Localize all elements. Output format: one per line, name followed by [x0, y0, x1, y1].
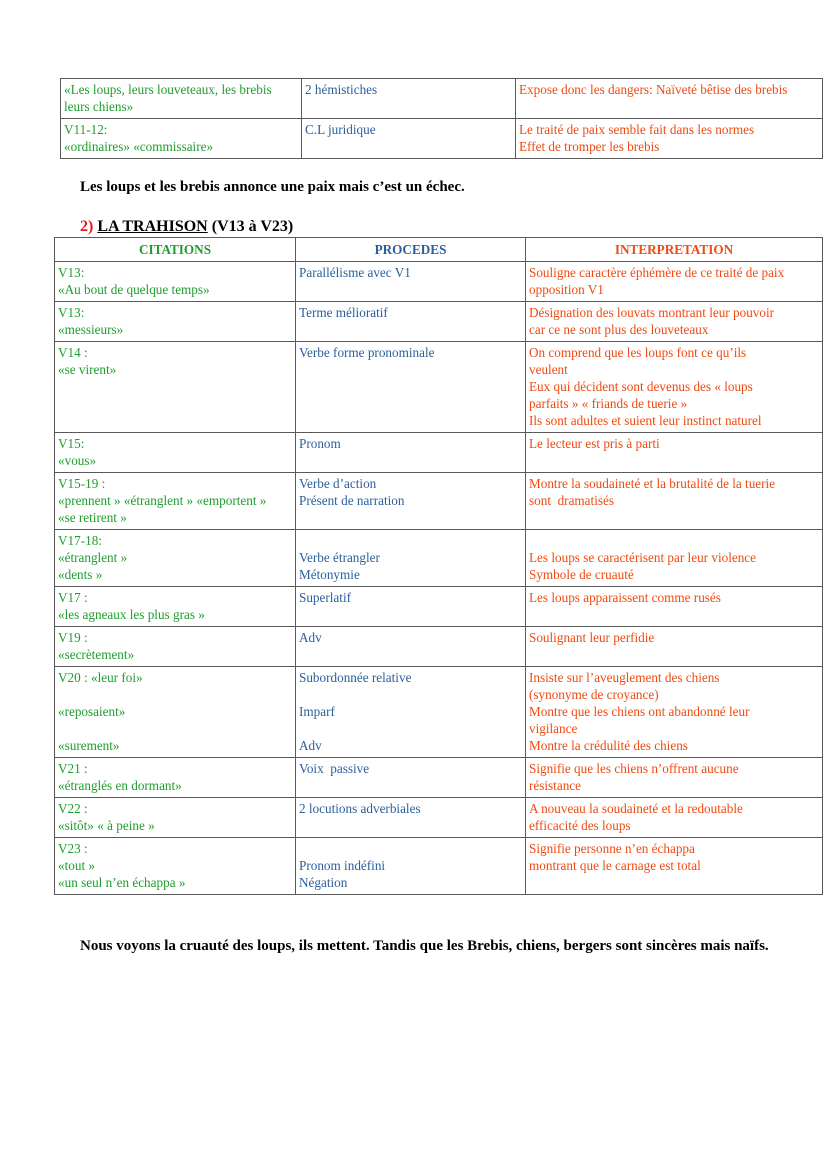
cell-line	[529, 532, 819, 549]
interpretation-cell	[526, 838, 823, 895]
cell-line: veulent	[529, 362, 568, 377]
cell-line: «les agneaux les plus gras »	[58, 607, 205, 622]
citation-cell	[55, 587, 296, 627]
header-citations: CITATIONS	[55, 238, 296, 262]
table-header-row	[55, 238, 823, 262]
section-number: 2)	[80, 218, 94, 235]
citation-cell	[61, 119, 302, 159]
cell-line: «Au bout de quelque temps»	[58, 282, 210, 297]
cell-line: Adv	[299, 630, 322, 645]
header-procedes: PROCEDES	[296, 238, 526, 262]
interpretation-cell	[526, 758, 823, 798]
cell-line: «dents »	[58, 567, 103, 582]
cell-line	[299, 720, 522, 737]
cell-line: «reposaient»	[58, 704, 126, 719]
cell-line: V19 :	[58, 630, 88, 645]
cell-line: A nouveau la soudaineté et la redoutable	[529, 801, 743, 816]
cell-line: Présent de narration	[299, 493, 405, 508]
cell-line: Pronom	[299, 436, 341, 451]
cell-line: Eux qui décident sont devenus des « loups	[529, 379, 753, 394]
procede-cell	[302, 119, 516, 159]
procede-cell	[296, 262, 526, 302]
interpretation-cell	[526, 667, 823, 758]
citation-cell	[55, 530, 296, 587]
header-interpretation: INTERPRETATION	[526, 238, 823, 262]
cell-line: «un seul n’en échappa »	[58, 875, 186, 890]
cell-line: V13:	[58, 265, 85, 280]
table-row	[55, 587, 823, 627]
procede-cell	[296, 473, 526, 530]
cell-line: V17-18:	[58, 533, 102, 548]
top-table	[60, 78, 823, 159]
procede-cell	[296, 627, 526, 667]
citation-cell	[55, 262, 296, 302]
cell-line: Verbe forme pronominale	[299, 345, 435, 360]
table-row	[55, 758, 823, 798]
cell-line: parfaits » « friands de tuerie »	[529, 396, 688, 411]
cell-line: Montre la soudaineté et la brutalité de la tuerie	[529, 476, 776, 491]
cell-line: Insiste sur l’aveuglement des chiens	[529, 670, 720, 685]
cell-line: V15-19 :	[58, 476, 106, 491]
cell-line: Métonymie	[299, 567, 360, 582]
cell-line: car ce ne sont plus des louveteaux	[529, 322, 709, 337]
table-row	[55, 667, 823, 758]
cell-line: «ordinaires» «commissaire»	[64, 139, 214, 154]
cell-line: C.L juridique	[305, 122, 376, 137]
cell-line: Effet de tromper les brebis	[519, 139, 660, 154]
cell-line: 2 locutions adverbiales	[299, 801, 421, 816]
section-heading	[80, 217, 293, 236]
cell-line: Le lecteur est pris à parti	[529, 436, 660, 451]
cell-line: Pronom indéfini	[299, 858, 386, 873]
cell-line	[299, 686, 522, 703]
cell-line: V22 :	[58, 801, 88, 816]
cell-line: résistance	[529, 778, 581, 793]
table-row	[55, 627, 823, 667]
cell-line: Expose donc les dangers: Naïveté bêtise des brebis	[519, 82, 788, 97]
cell-line: Verbe d’action	[299, 476, 377, 491]
table-row	[55, 798, 823, 838]
procede-cell	[296, 530, 526, 587]
cell-line: Ils sont adultes et suient leur instinct naturel	[529, 413, 762, 428]
table-row	[55, 433, 823, 473]
cell-line: leurs chiens»	[64, 99, 134, 114]
cell-line: Parallélisme avec V1	[299, 265, 411, 280]
cell-line: Désignation des louvats montrant leur pouvoir	[529, 305, 775, 320]
cell-line	[299, 840, 522, 857]
citation-cell	[55, 667, 296, 758]
citation-cell	[55, 838, 296, 895]
citation-cell	[55, 798, 296, 838]
citation-cell	[61, 79, 302, 119]
cell-line: 2 hémistiches	[305, 82, 378, 97]
cell-line: Signifie personne n’en échappa	[529, 841, 695, 856]
procede-cell	[296, 667, 526, 758]
interpretation-cell	[526, 302, 823, 342]
procede-cell	[296, 758, 526, 798]
cell-line: (synonyme de croyance)	[529, 687, 659, 702]
cell-line: V20 : «leur foi»	[58, 670, 143, 685]
analysis-table	[54, 237, 823, 895]
cell-line: efficacité des loups	[529, 818, 631, 833]
cell-line: vigilance	[529, 721, 578, 736]
cell-line: Adv	[299, 738, 322, 753]
procede-cell	[302, 79, 516, 119]
cell-line: Terme mélioratif	[299, 305, 388, 320]
conclusion-2: Nous voyons la cruauté des loups, ils mettent. Tandis que les Brebis, chiens, bergers sont sincères mais naïfs.	[80, 938, 769, 954]
cell-line: Imparf	[299, 704, 335, 719]
table-row	[55, 473, 823, 530]
cell-line: Souligne caractère éphémère de ce traité de paix	[529, 265, 785, 280]
table-row	[61, 119, 823, 159]
cell-line: V23 :	[58, 841, 88, 856]
table-row	[55, 838, 823, 895]
section-title: LA TRAHISON	[97, 218, 208, 235]
cell-line: V15:	[58, 436, 85, 451]
interpretation-cell	[526, 587, 823, 627]
cell-line: sont dramatisés	[529, 493, 614, 508]
cell-line: V14 :	[58, 345, 88, 360]
cell-line: «secrètement»	[58, 647, 135, 662]
cell-line: V21 :	[58, 761, 88, 776]
cell-line: Les loups apparaissent comme rusés	[529, 590, 721, 605]
cell-line: Montre que les chiens ont abandonné leur	[529, 704, 750, 719]
cell-line: V11-12:	[64, 122, 108, 137]
interpretation-cell	[526, 262, 823, 302]
citation-cell	[55, 433, 296, 473]
table-row	[55, 302, 823, 342]
table-row	[61, 79, 823, 119]
citation-cell	[55, 302, 296, 342]
conclusion-1: Les loups et les brebis annonce une paix mais c’est un échec.	[80, 179, 465, 195]
citation-cell	[55, 627, 296, 667]
cell-line: Le traité de paix semble fait dans les normes	[519, 122, 755, 137]
cell-line: «se retirent »	[58, 510, 127, 525]
cell-line: Signifie que les chiens n’offrent aucune	[529, 761, 739, 776]
cell-line: «messieurs»	[58, 322, 124, 337]
interpretation-cell	[516, 119, 823, 159]
procede-cell	[296, 587, 526, 627]
cell-line: «vous»	[58, 453, 97, 468]
cell-line: «prennent » «étranglent » «emportent »	[58, 493, 267, 508]
cell-line: montrant que le carnage est total	[529, 858, 701, 873]
cell-line: Les loups se caractérisent par leur violence	[529, 550, 757, 565]
procede-cell	[296, 838, 526, 895]
procede-cell	[296, 433, 526, 473]
interpretation-cell	[526, 798, 823, 838]
cell-line: «sitôt» « à peine »	[58, 818, 155, 833]
cell-line	[58, 720, 292, 737]
cell-line: Symbole de cruauté	[529, 567, 634, 582]
table-row	[55, 262, 823, 302]
interpretation-cell	[526, 433, 823, 473]
cell-line: On comprend que les loups font ce qu’ils	[529, 345, 747, 360]
cell-line: «Les loups, leurs louveteaux, les brebis	[64, 82, 272, 97]
table-row	[55, 530, 823, 587]
citation-cell	[55, 758, 296, 798]
procede-cell	[296, 342, 526, 433]
cell-line: opposition V1	[529, 282, 604, 297]
interpretation-cell	[526, 473, 823, 530]
cell-line: «tout »	[58, 858, 95, 873]
citation-cell	[55, 473, 296, 530]
interpretation-cell	[526, 342, 823, 433]
cell-line	[58, 686, 292, 703]
section-range: (V13 à V23)	[207, 218, 294, 235]
cell-line: Superlatif	[299, 590, 352, 605]
cell-line: Subordonnée relative	[299, 670, 412, 685]
cell-line: «étranglés en dormant»	[58, 778, 182, 793]
cell-line: Soulignant leur perfidie	[529, 630, 655, 645]
procede-cell	[296, 798, 526, 838]
cell-line	[299, 532, 522, 549]
citation-cell	[55, 342, 296, 433]
interpretation-cell	[526, 530, 823, 587]
cell-line: V13:	[58, 305, 85, 320]
table-row	[55, 342, 823, 433]
cell-line: «se virent»	[58, 362, 117, 377]
cell-line: Montre la crédulité des chiens	[529, 738, 688, 753]
procede-cell	[296, 302, 526, 342]
cell-line: «étranglent »	[58, 550, 128, 565]
cell-line: Verbe étrangler	[299, 550, 380, 565]
cell-line: Négation	[299, 875, 348, 890]
cell-line: Voix passive	[299, 761, 370, 776]
cell-line: V17 :	[58, 590, 88, 605]
interpretation-cell	[516, 79, 823, 119]
cell-line: «surement»	[58, 738, 120, 753]
interpretation-cell	[526, 627, 823, 667]
